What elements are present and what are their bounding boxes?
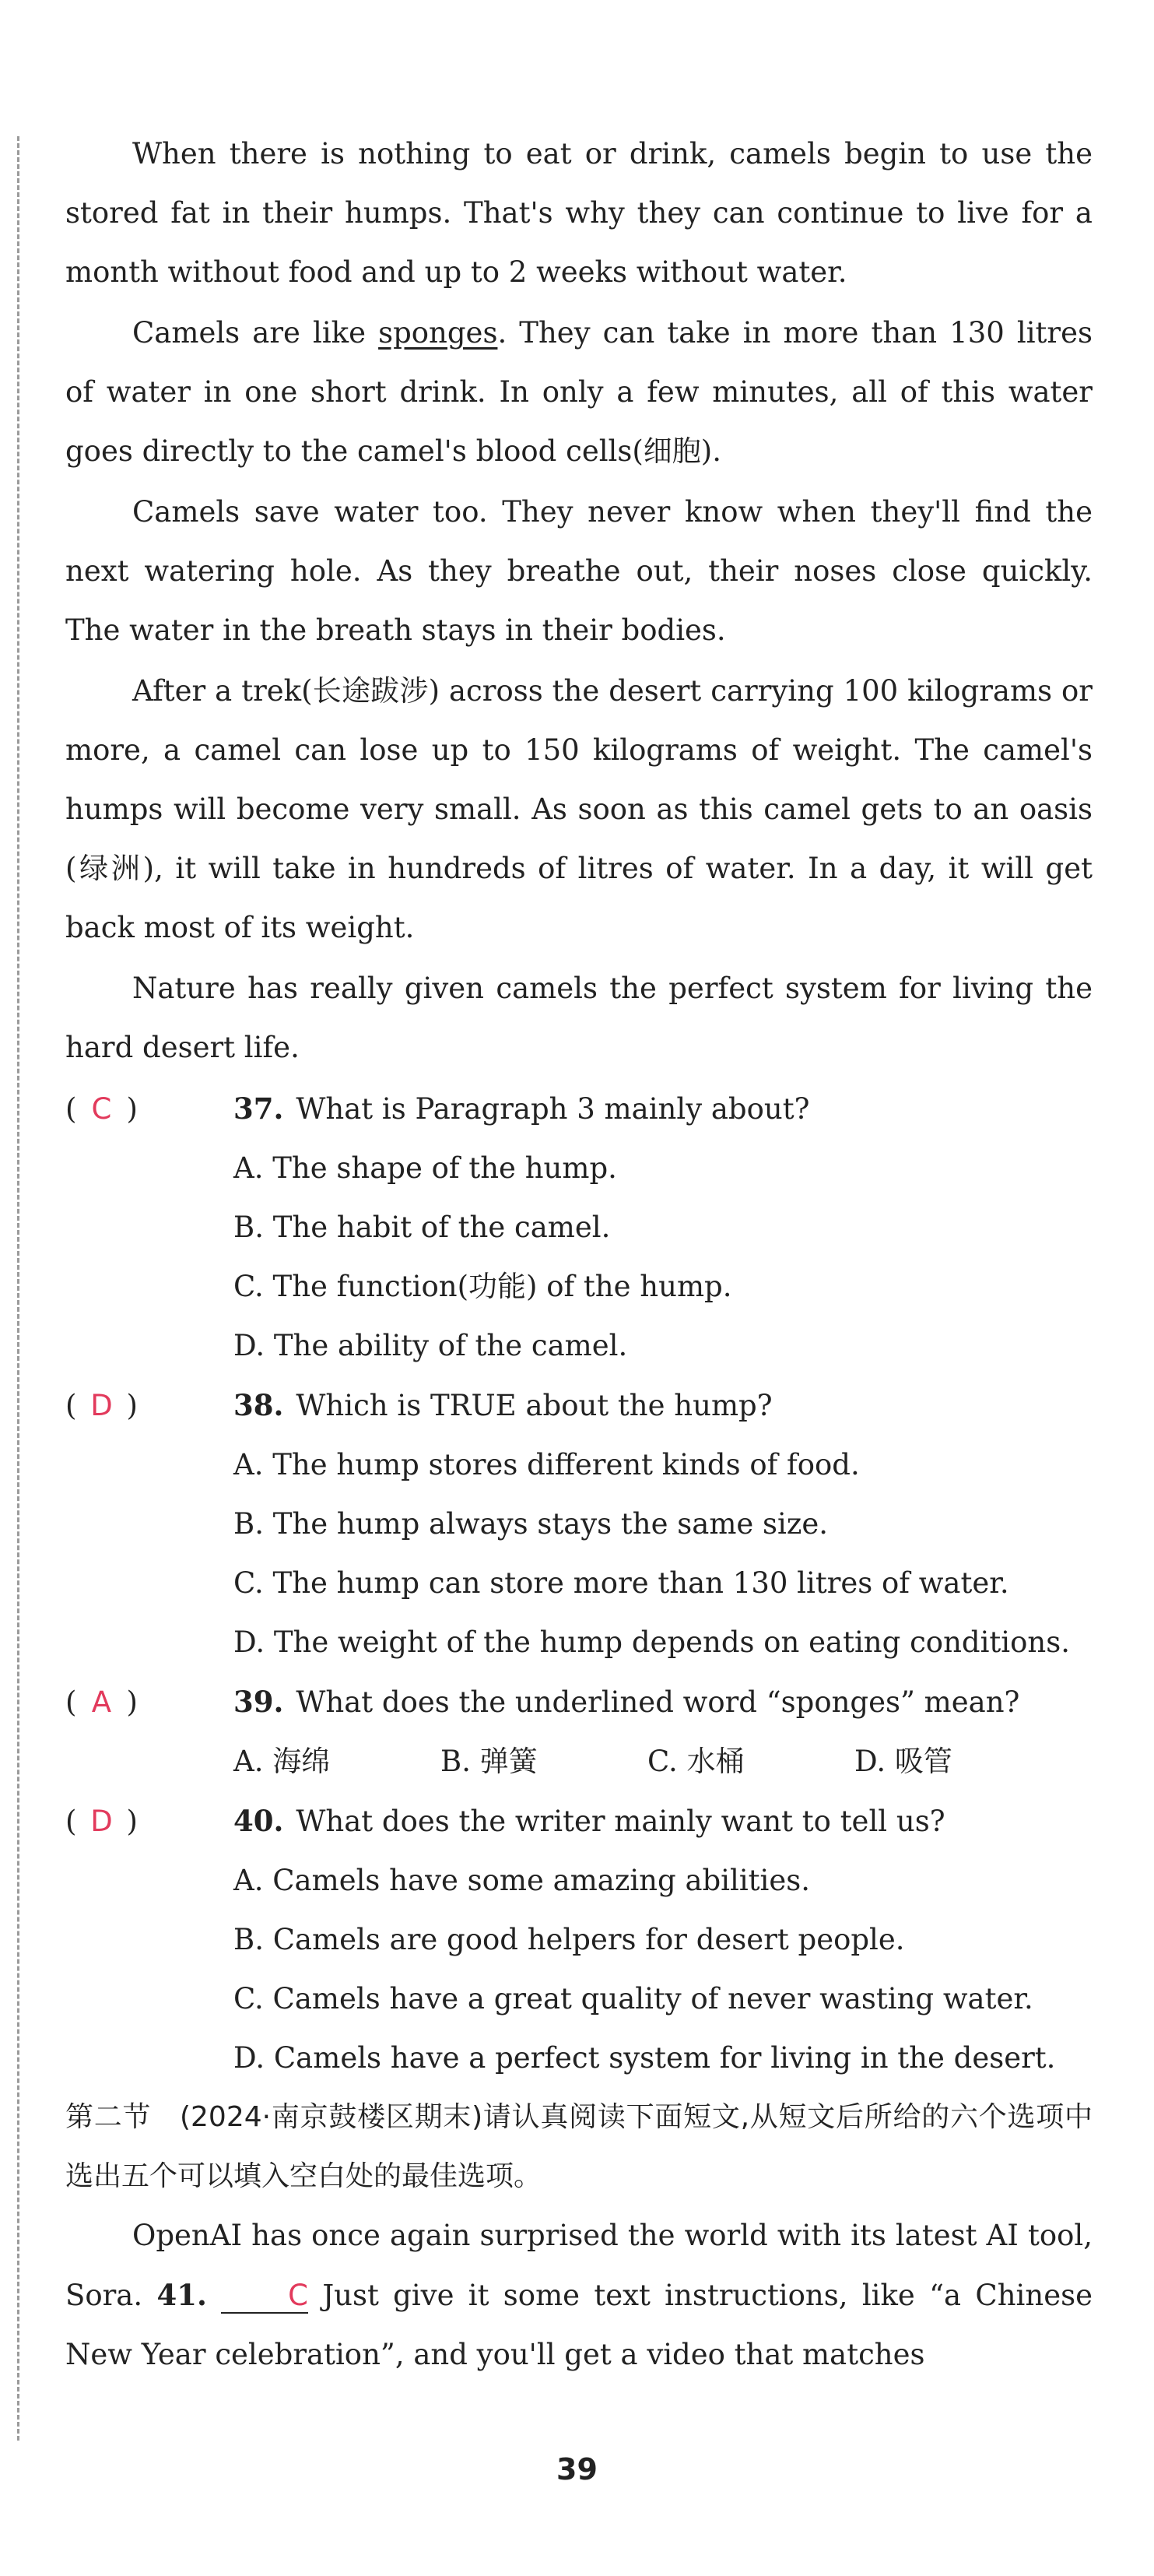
- question-number: 37.: [233, 1091, 284, 1126]
- paragraph-2-rest: . They can take in more than 130 litres of water in one short drink. In only a few minutes, all of this water goes directly to the camel's blood cells(细胞).: [65, 316, 1093, 468]
- option-38-c: C. The hump can store more than 130 litres of water.: [233, 1566, 1009, 1600]
- question-number: 40.: [233, 1804, 284, 1838]
- answer-bracket: ( C ): [65, 1080, 233, 1139]
- answer-bracket: ( D ): [65, 1792, 233, 1851]
- blank-41-answer: C: [221, 2279, 308, 2314]
- option-37-b: B. The habit of the camel.: [233, 1211, 611, 1244]
- option-39-a: A. 海绵: [233, 1745, 331, 1778]
- option-40-d: D. Camels have a perfect system for living in the desert.: [233, 2041, 1056, 2075]
- passage-paragraph-1: When there is nothing to eat or drink, camels begin to use the stored fat in their humps. That's why they can continue to live for a month without food and up to 2 weeks without water.: [65, 137, 1093, 289]
- underlined-word-sponges: sponges: [378, 316, 498, 350]
- question-39: [65, 1672, 1093, 1732]
- question-number: 38.: [233, 1388, 284, 1422]
- section-2-text-rest: Just give it some text instructions, like “a Chinese New Year celebration”, and you'll get a video that matches: [65, 2279, 1093, 2371]
- option-37-d: D. The ability of the camel.: [233, 1329, 628, 1362]
- option-39-c: C. 水桶: [647, 1745, 745, 1778]
- option-40-a: A. Camels have some amazing abilities.: [233, 1864, 811, 1897]
- page-content: [65, 125, 1093, 2386]
- paragraph-2-start: Camels are like: [132, 316, 379, 350]
- option-38-d: D. The weight of the hump depends on eating conditions.: [233, 1625, 1070, 1659]
- answer-bracket: ( D ): [65, 1376, 233, 1436]
- margin-dashed-line: [17, 136, 19, 2441]
- option-39-b: B. 弹簧: [440, 1745, 538, 1778]
- answer-39: A: [91, 1685, 112, 1719]
- answer-bracket: ( A ): [65, 1673, 233, 1732]
- blank-41-number: 41.: [156, 2278, 207, 2312]
- section-2-paragraph: [65, 2206, 1093, 2384]
- section-2-text-start: OpenAI has once again surprised the world with its latest AI tool, Sora.: [65, 2219, 1093, 2312]
- page-number: 39: [556, 2452, 598, 2486]
- question-37: [65, 1079, 1093, 1139]
- option-37-a: A. The shape of the hump.: [233, 1151, 617, 1185]
- question-40: [65, 1791, 1093, 1851]
- option-40-b: B. Camels are good helpers for desert people.: [233, 1923, 905, 1956]
- answer-38: D: [90, 1389, 113, 1422]
- answer-37: C: [91, 1092, 112, 1126]
- option-40-c: C. Camels have a great quality of never wasting water.: [233, 1982, 1033, 2015]
- passage-paragraph-3: Camels save water too. They never know when they'll find the next watering hole. As they breathe out, their noses close quickly. The water in the breath stays in their bodies.: [65, 495, 1093, 647]
- passage-paragraph-4: After a trek(长途跋涉) across the desert carrying 100 kilograms or more, a camel can lose up to 150 kilograms of weight. The camel's humps will become very small. As soon as this camel gets to an oasis (绿洲), it will take in hundreds of litres of water. In a day, it will get back most of its weight.: [65, 674, 1093, 944]
- section-2-heading: 第二节 (2024·南京鼓楼区期末)请认真阅读下面短文,从短文后所给的六个选项中选出五个可以填入空白处的最佳选项。: [65, 2101, 1093, 2192]
- passage-paragraph-2: [65, 304, 1093, 481]
- options-39: [65, 1732, 1093, 1791]
- question-text: Which is TRUE about the hump?: [296, 1389, 773, 1422]
- question-text: What does the writer mainly want to tell us?: [296, 1805, 945, 1838]
- option-39-d: D. 吸管: [854, 1745, 952, 1778]
- question-38: [65, 1376, 1093, 1436]
- option-38-a: A. The hump stores different kinds of food.: [233, 1448, 860, 1481]
- question-number: 39.: [233, 1685, 284, 1719]
- question-text: What is Paragraph 3 mainly about?: [296, 1092, 810, 1126]
- option-38-b: B. The hump always stays the same size.: [233, 1507, 829, 1541]
- question-text: What does the underlined word “sponges” mean?: [296, 1685, 1020, 1719]
- answer-40: D: [90, 1805, 113, 1838]
- option-37-c: C. The function(功能) of the hump.: [233, 1270, 732, 1303]
- passage-paragraph-5: Nature has really given camels the perfect system for living the hard desert life.: [65, 972, 1093, 1064]
